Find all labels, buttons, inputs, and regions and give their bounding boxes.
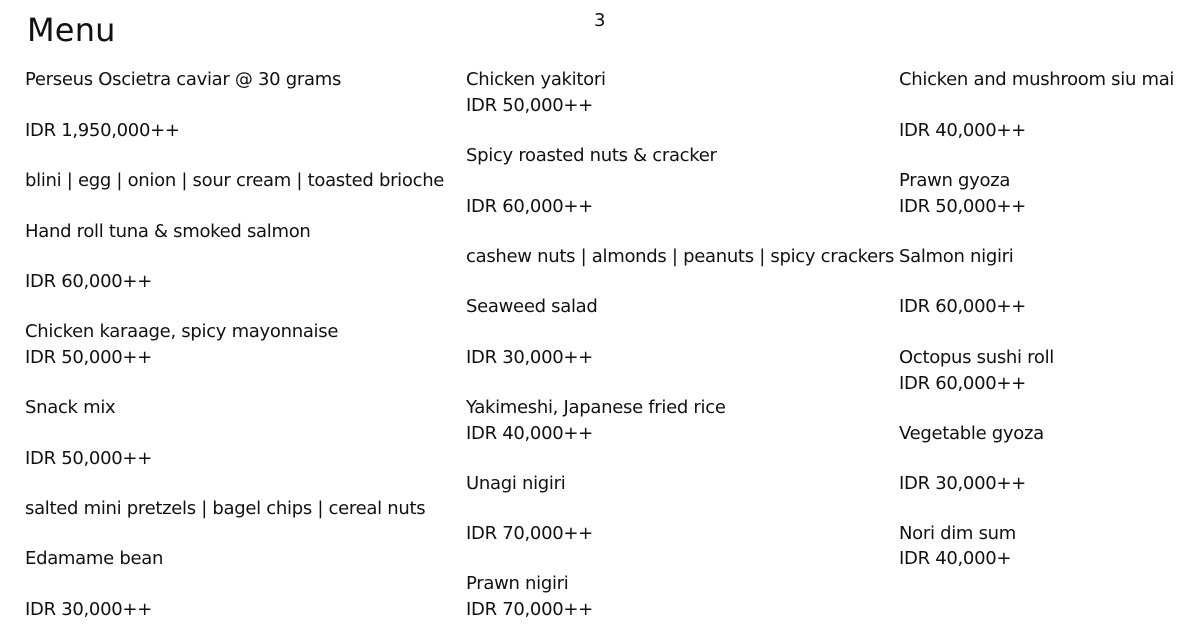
menu-line: Unagi nigiri: [466, 473, 566, 494]
menu-line: Snack mix: [25, 397, 116, 418]
menu-line: IDR 50,000++: [25, 347, 152, 368]
menu-line: Spicy roasted nuts & cracker: [466, 145, 717, 166]
menu-line: Chicken and mushroom siu mai: [899, 69, 1175, 90]
menu-line: IDR 70,000++: [466, 523, 593, 544]
menu-line: IDR 30,000++: [466, 347, 593, 368]
menu-line: IDR 60,000++: [25, 271, 152, 292]
menu-line: IDR 60,000++: [899, 296, 1026, 317]
menu-line: Vegetable gyoza: [899, 423, 1044, 444]
menu-line: Perseus Oscietra caviar @ 30 grams: [25, 69, 342, 90]
menu-line: IDR 1,950,000++: [25, 120, 180, 141]
menu-line: IDR 50,000++: [899, 196, 1026, 217]
menu-line: Hand roll tuna & smoked salmon: [25, 221, 311, 242]
menu-line: IDR 40,000++: [466, 423, 593, 444]
menu-line: Edamame bean: [25, 548, 164, 569]
menu-line: IDR 30,000++: [899, 473, 1026, 494]
menu-line: Nori dim sum: [899, 523, 1017, 544]
menu-line: Salmon nigiri: [899, 246, 1014, 267]
menu-line: IDR 40,000++: [899, 120, 1026, 141]
menu-line: IDR 50,000++: [25, 448, 152, 469]
menu-line: IDR 70,000++: [466, 599, 593, 620]
menu-line: IDR 60,000++: [466, 196, 593, 217]
page-title: Menu: [27, 11, 116, 49]
menu-line: IDR 30,000++: [25, 599, 152, 620]
menu-line: Chicken yakitori: [466, 69, 606, 90]
menu-line: Prawn nigiri: [466, 573, 569, 594]
menu-line: salted mini pretzels | bagel chips | cereal nuts: [25, 498, 426, 519]
page-number: 3: [594, 10, 606, 31]
menu-line: cashew nuts | almonds | peanuts | spicy crackers: [466, 246, 895, 267]
menu-line: Octopus sushi roll: [899, 347, 1054, 368]
menu-line: Seaweed salad: [466, 296, 598, 317]
menu-line: blini | egg | onion | sour cream | toasted brioche: [25, 170, 445, 191]
menu-line: Yakimeshi, Japanese fried rice: [466, 397, 726, 418]
menu-line: Chicken karaage, spicy mayonnaise: [25, 321, 339, 342]
menu-line: IDR 60,000++: [899, 373, 1026, 394]
menu-line: Prawn gyoza: [899, 170, 1011, 191]
menu-line: IDR 50,000++: [466, 95, 593, 116]
menu-line: IDR 40,000+: [899, 548, 1012, 569]
